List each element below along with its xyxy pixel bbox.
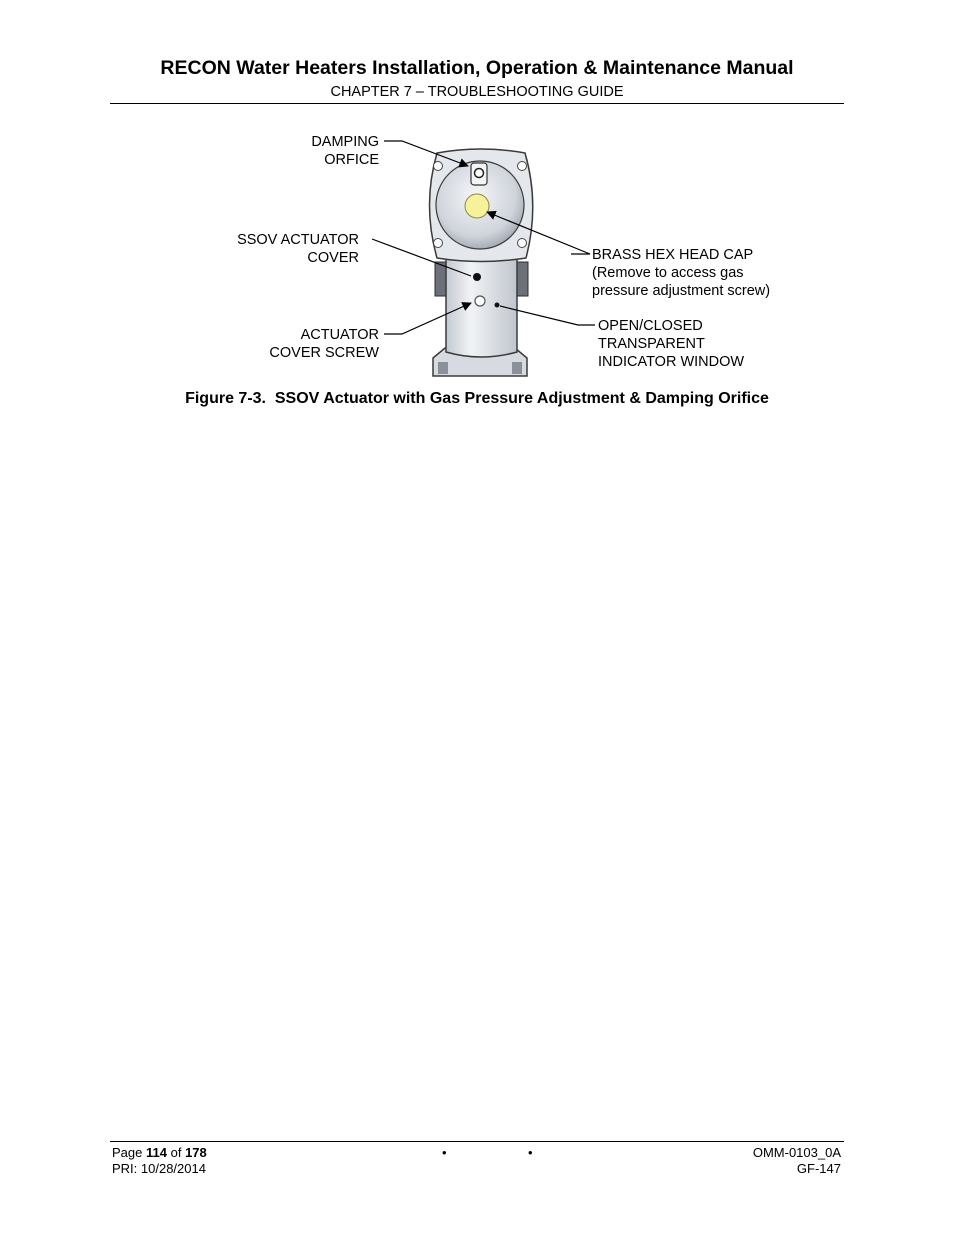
- footer-bullet-left: •: [442, 1145, 447, 1160]
- left-hub: [435, 262, 447, 296]
- ssov-actuator-illustration: [0, 0, 954, 420]
- print-date: PRI: 10/28/2014: [112, 1161, 206, 1176]
- label-actuator-cover-screw: ACTUATOR COVER SCREW: [269, 327, 379, 361]
- label-ssov-actuator-cover: SSOV ACTUATOR COVER: [237, 232, 359, 266]
- footer-divider: [110, 1141, 844, 1142]
- document-number: OMM-0103_0A: [752, 1145, 841, 1160]
- actuator-housing: [430, 149, 533, 262]
- label-brass-hex-head-cap: BRASS HEX HEAD CAP (Remove to access gas pressure adjustment screw): [592, 247, 771, 299]
- gf-number: GF-147: [796, 1161, 841, 1176]
- label-indicator-window: OPEN/CLOSED TRANSPARENT INDICATOR WINDOW: [598, 318, 745, 370]
- document-title: RECON Water Heaters Installation, Operation & Maintenance Manual: [160, 57, 794, 79]
- figure-caption: Figure 7-3. SSOV Actuator with Gas Pressure Adjustment & Damping Orifice: [185, 390, 769, 407]
- right-hub: [516, 262, 528, 296]
- label-damping-orifice: DAMPING ORFICE: [311, 134, 379, 168]
- page-number: Page 114 of 178: [112, 1145, 207, 1160]
- footer-bullet-right: •: [528, 1145, 533, 1160]
- chapter-heading: CHAPTER 7 – TROUBLESHOOTING GUIDE: [330, 84, 624, 100]
